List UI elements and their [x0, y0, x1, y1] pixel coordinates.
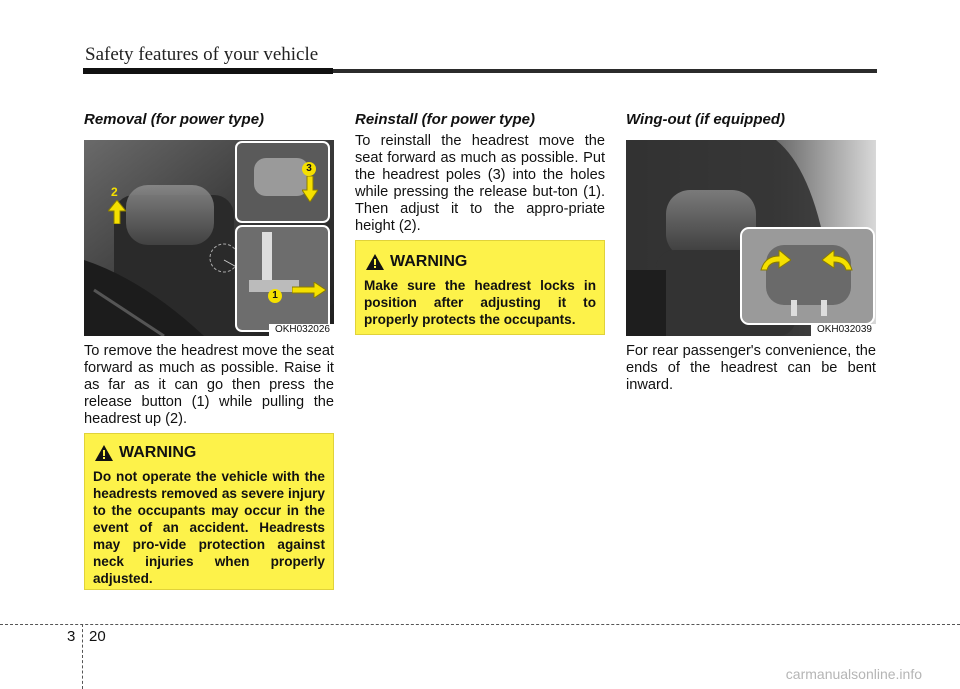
- curved-arrow-icon: [822, 250, 854, 272]
- callout-2: 2: [111, 185, 118, 199]
- watermark: carmanualsonline.info: [785, 666, 922, 682]
- wingout-figure: [626, 140, 876, 336]
- arrow-right-icon: [292, 282, 326, 298]
- removal-warning-text: Do not operate the vehicle with the headrests removed as severe injury to the occupants may occur in the event of an accident. Headrests may pro-vide protection against neck injuries when properly adjusted.: [93, 469, 325, 586]
- removal-warning-title: WARNING: [119, 444, 197, 461]
- page-header-title: Safety features of your vehicle: [85, 44, 319, 65]
- reinstall-warning-box: [355, 240, 605, 335]
- reinstall-warning-title: WARNING: [390, 253, 468, 270]
- reinstall-warning-title-row: [366, 253, 467, 271]
- wingout-body: For rear passenger's convenience, the ends of the headrest can be bent inward.: [626, 343, 876, 393]
- reinstall-body: To reinstall the headrest move the seat forward as much as possible. Put the headrest poles (3) into the holes while pressing the release but-ton (1). Then adjust it to the appro-priate height (2).: [355, 133, 605, 234]
- wingout-heading: Wing-out (if equipped): [626, 111, 785, 128]
- chapter-number: 3: [67, 628, 76, 645]
- callout-3: 3: [302, 162, 316, 176]
- reinstall-heading: Reinstall (for power type): [355, 111, 536, 128]
- curved-arrow-icon: [759, 250, 791, 272]
- removal-figure-code: OKH032026: [269, 324, 334, 336]
- callout-1: 1: [268, 289, 282, 303]
- header-rule-accent: [83, 68, 333, 74]
- removal-body: To remove the headrest move the seat forward as much as possible. Raise it as far as it can go then press the release button (1) while pulling the headrest up (2).: [84, 343, 334, 427]
- removal-figure: [84, 140, 334, 336]
- reinstall-warning-text: Make sure the headrest locks in position after adjusting it to properly protects the occupants.: [364, 278, 596, 327]
- wingout-figure-code: OKH032039: [811, 324, 876, 336]
- warning-triangle-icon: [95, 445, 113, 461]
- removal-warning-title-row: [95, 444, 196, 462]
- wingout-illustration: [626, 140, 876, 336]
- page-number: 20: [89, 628, 106, 645]
- footer-divider: [0, 624, 960, 625]
- removal-warning-box: [84, 433, 334, 590]
- warning-triangle-icon: [366, 254, 384, 270]
- arrow-up-icon: [108, 200, 126, 224]
- arrow-down-icon: [302, 176, 318, 202]
- footer-vertical-divider: [82, 624, 83, 689]
- removal-illustration: [84, 140, 334, 336]
- removal-heading: Removal (for power type): [84, 111, 265, 128]
